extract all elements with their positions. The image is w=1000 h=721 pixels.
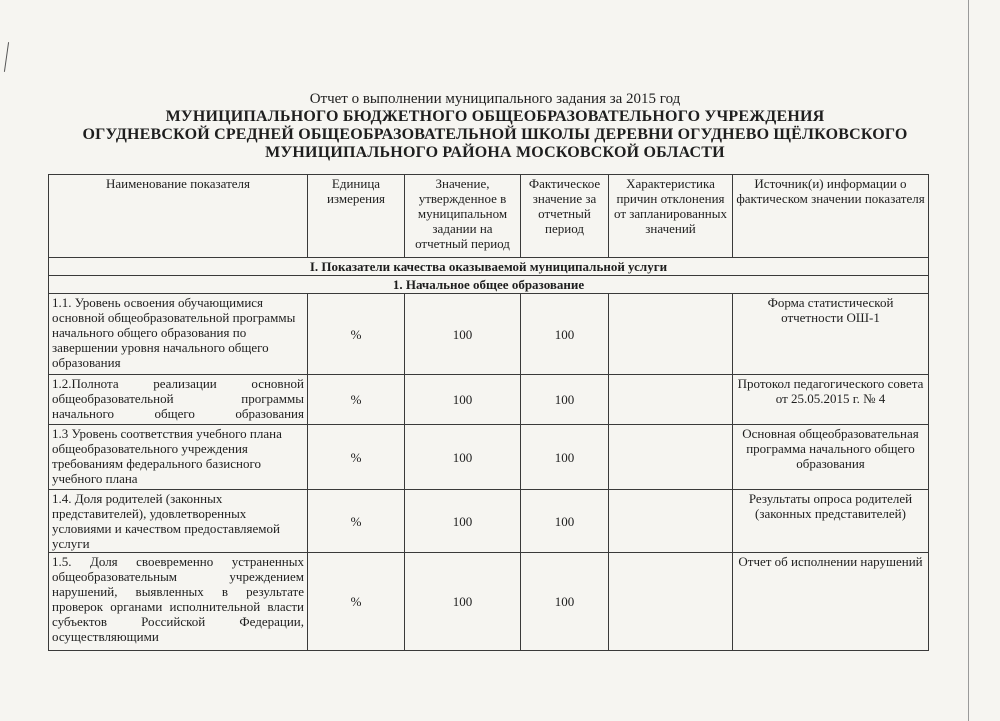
planned-cell: 100 bbox=[405, 425, 521, 490]
table-row bbox=[49, 294, 929, 375]
planned-cell: 100 bbox=[405, 490, 521, 553]
unit-cell: % bbox=[308, 553, 405, 651]
table-row bbox=[49, 490, 929, 553]
report-table bbox=[48, 174, 929, 651]
col-header-name: Наименование показателя bbox=[49, 175, 308, 258]
col-header-actual: Фактическое значение за отчетный период bbox=[521, 175, 609, 258]
title-line-3: ОГУДНЕВСКОЙ СРЕДНЕЙ ОБЩЕОБРАЗОВАТЕЛЬНОЙ ШКОЛЫ ДЕРЕВНИ ОГУДНЕВО ЩЁЛКОВСКОГО bbox=[82, 126, 908, 143]
col-header-source: Источник(и) информации о фактическом значении показателя bbox=[733, 175, 929, 258]
scan-mark bbox=[4, 42, 9, 72]
actual-cell: 100 bbox=[521, 375, 609, 425]
actual-cell: 100 bbox=[521, 425, 609, 490]
unit-cell: % bbox=[308, 425, 405, 490]
source-cell: Основная общеобразовательная программа начального общего образования bbox=[733, 425, 929, 490]
section-title: I. Показатели качества оказываемой муниципальной услуги bbox=[49, 258, 929, 276]
indicator-name: 1.1. Уровень освоения обучающимися основной общеобразовательной программы начального общего образования по завершении уровня начального общего образования bbox=[49, 294, 308, 375]
unit-cell: % bbox=[308, 375, 405, 425]
deviation-cell bbox=[609, 375, 733, 425]
planned-cell: 100 bbox=[405, 294, 521, 375]
indicator-name: 1.2.Полнота реализации основной общеобразовательной программы начального общего образования bbox=[49, 375, 308, 425]
indicator-name: 1.3 Уровень соответствия учебного плана общеобразовательного учреждения требованиям федерального базисного учебного плана bbox=[49, 425, 308, 490]
col-header-planned: Значение, утвержденное в муниципальном задании на отчетный период bbox=[405, 175, 521, 258]
actual-cell: 100 bbox=[521, 490, 609, 553]
table-row bbox=[49, 553, 929, 651]
actual-cell: 100 bbox=[521, 294, 609, 375]
actual-cell: 100 bbox=[521, 553, 609, 651]
unit-cell: % bbox=[308, 294, 405, 375]
table-row bbox=[49, 375, 929, 425]
indicator-name: 1.5. Доля своевременно устраненных общеобразовательным учреждением нарушений, выявленных в результате проверок органами исполнительной власти субъектов Российской Федерации, осуществляющими bbox=[49, 553, 308, 651]
deviation-cell bbox=[609, 425, 733, 490]
source-cell: Форма статистической отчетности ОШ-1 bbox=[733, 294, 929, 375]
page-edge bbox=[968, 0, 969, 721]
planned-cell: 100 bbox=[405, 553, 521, 651]
source-cell: Отчет об исполнении нарушений bbox=[733, 553, 929, 651]
planned-cell: 100 bbox=[405, 375, 521, 425]
deviation-cell bbox=[609, 553, 733, 651]
table-row bbox=[49, 425, 929, 490]
deviation-cell bbox=[609, 294, 733, 375]
subsection-row bbox=[49, 276, 929, 294]
subsection-title: 1. Начальное общее образование bbox=[49, 276, 929, 294]
source-cell: Протокол педагогического совета от 25.05.2015 г. № 4 bbox=[733, 375, 929, 425]
section-row bbox=[49, 258, 929, 276]
title-line-1: Отчет о выполнении муниципального задания за 2015 год bbox=[309, 91, 681, 107]
title-line-2: МУНИЦИПАЛЬНОГО БЮДЖЕТНОГО ОБЩЕОБРАЗОВАТЕЛЬНОГО УЧРЕЖДЕНИЯ bbox=[165, 108, 825, 125]
col-header-deviation: Характеристика причин отклонения от запланированных значений bbox=[609, 175, 733, 258]
unit-cell: % bbox=[308, 490, 405, 553]
title-line-4: МУНИЦИПАЛЬНОГО РАЙОНА МОСКОВСКОЙ ОБЛАСТИ bbox=[265, 144, 725, 161]
indicator-name: 1.4. Доля родителей (законных представителей), удовлетворенных условиями и качеством предоставляемой услуги bbox=[49, 490, 308, 553]
source-cell: Результаты опроса родителей (законных представителей) bbox=[733, 490, 929, 553]
report-title bbox=[40, 90, 950, 162]
deviation-cell bbox=[609, 490, 733, 553]
col-header-unit: Единица измерения bbox=[308, 175, 405, 258]
table-header-row bbox=[49, 175, 929, 258]
